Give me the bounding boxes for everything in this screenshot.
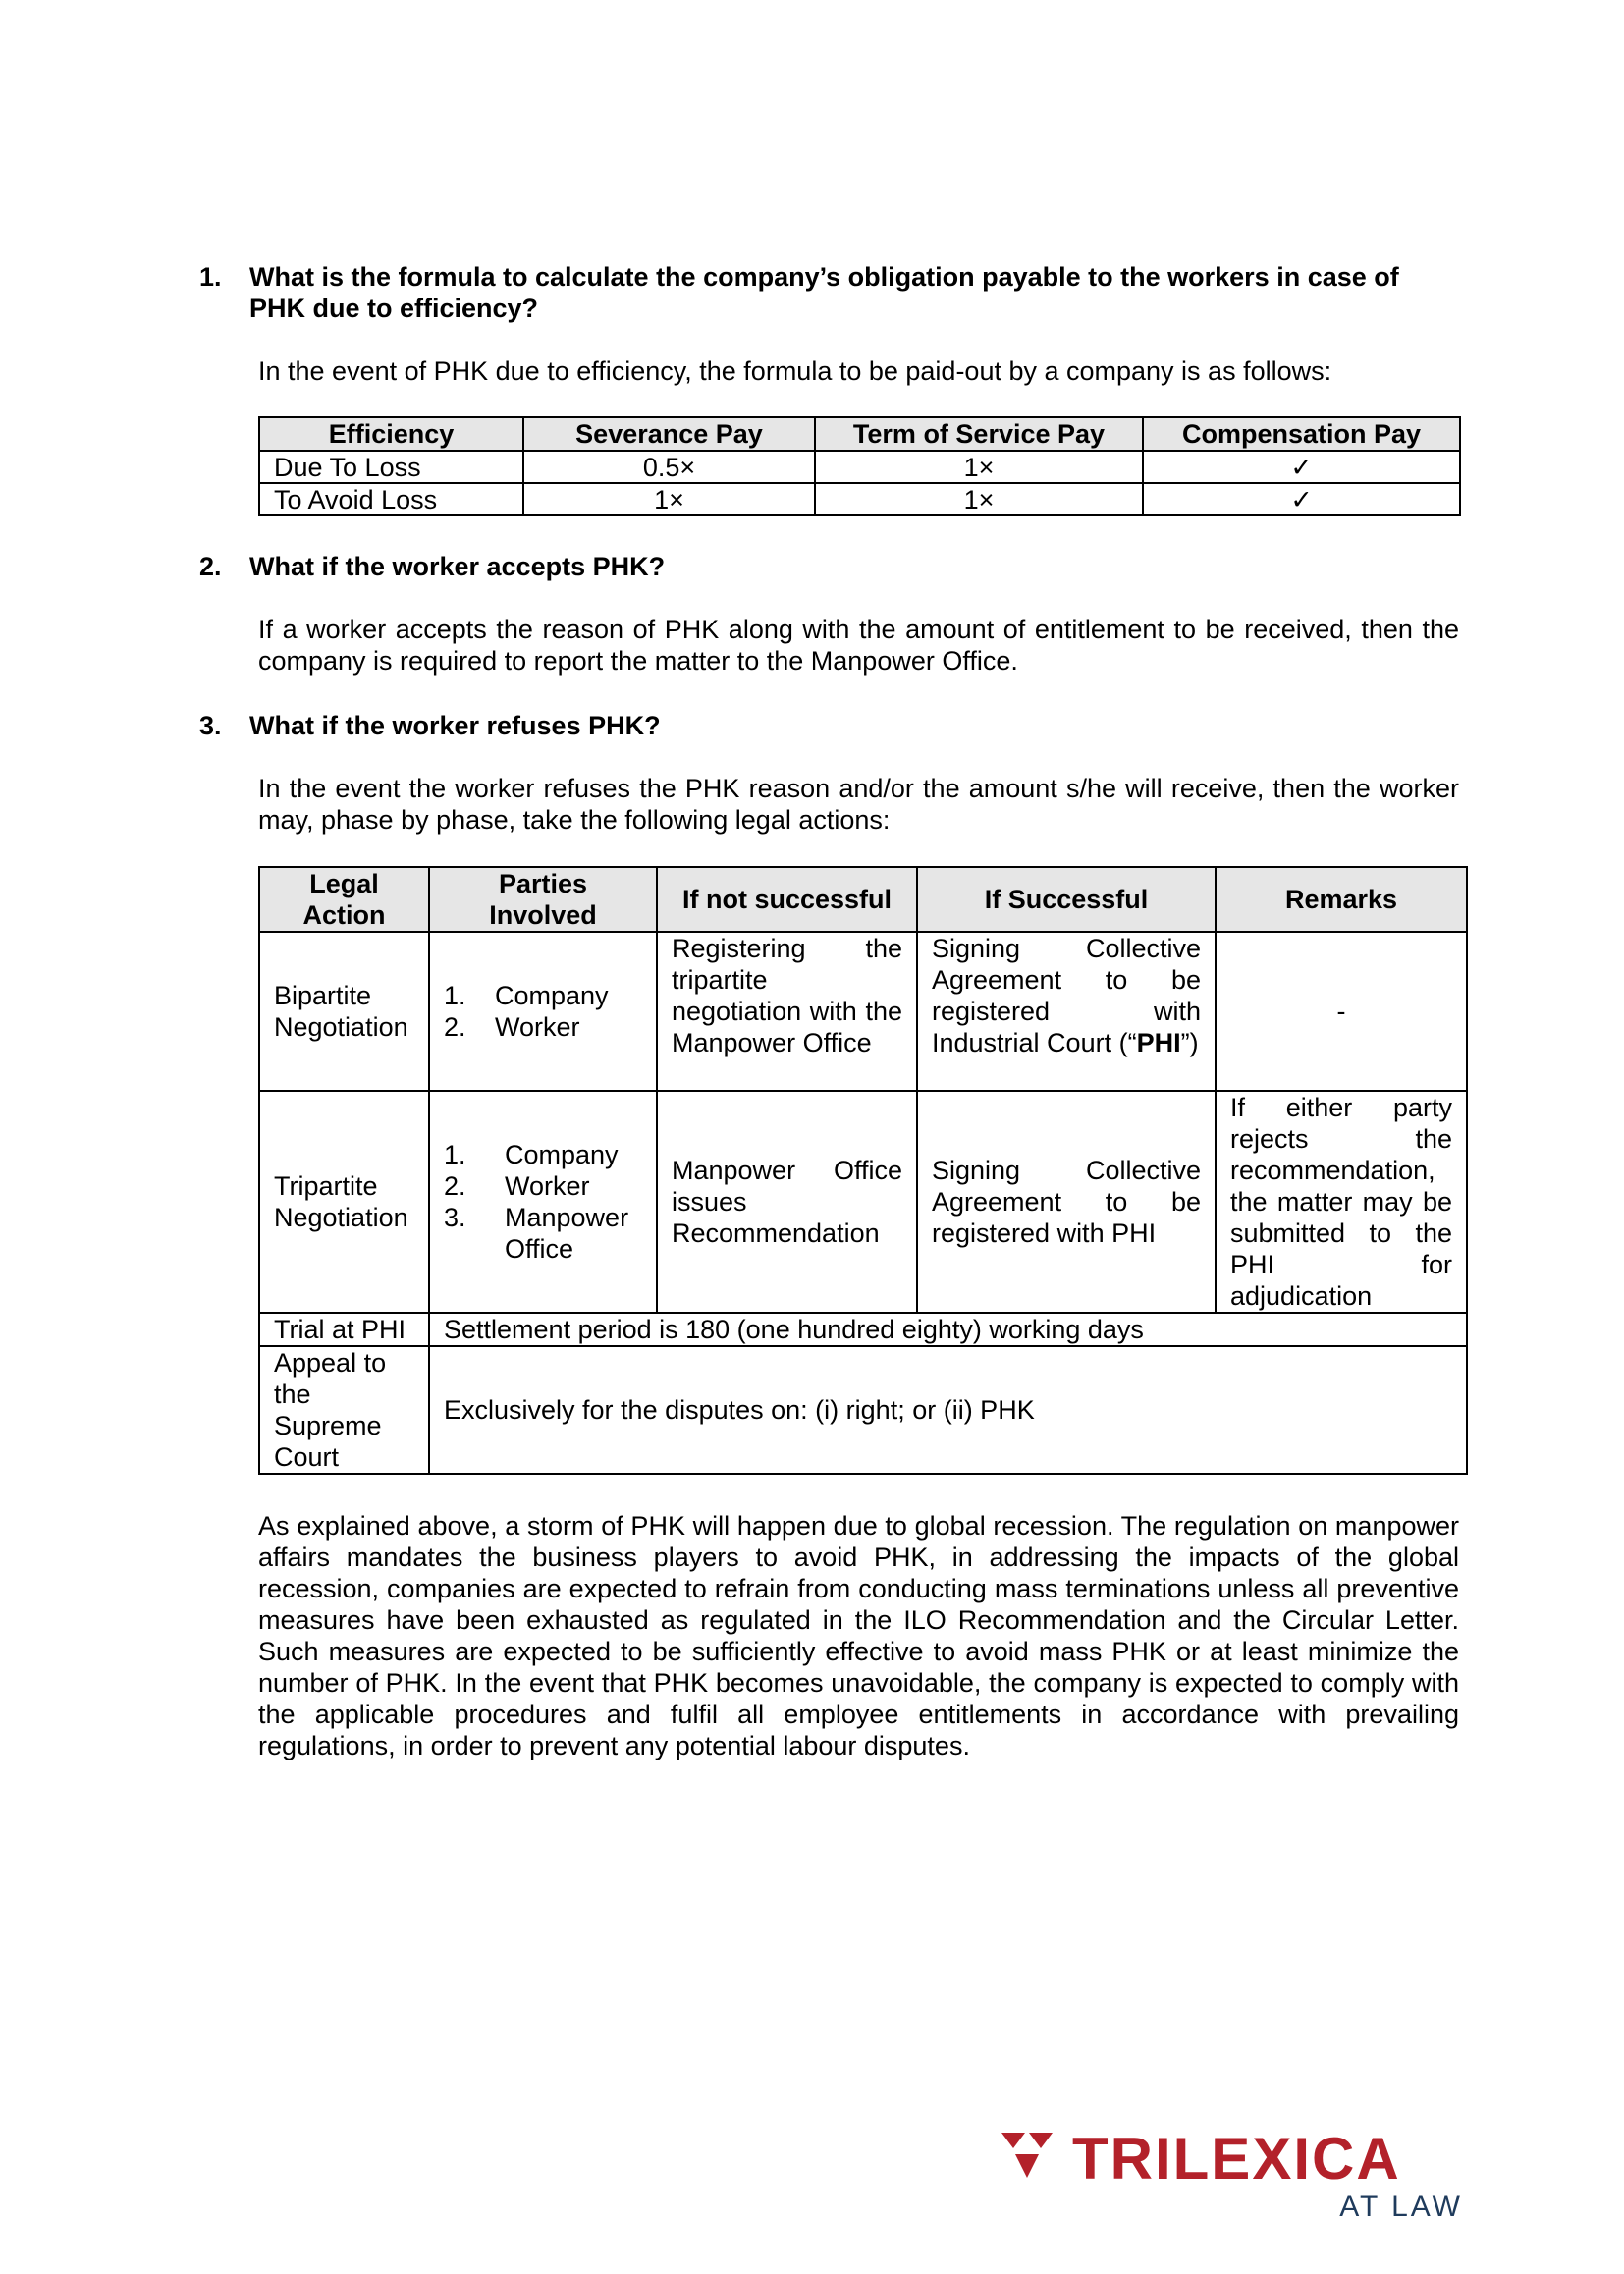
table-row-trial	[259, 1313, 1467, 1346]
logo-name: TRILEXICA	[1072, 2126, 1401, 2192]
cell-appeal-text: Exclusively for the disputes on: (i) right; or (ii) PHK	[429, 1346, 1467, 1474]
cell-not-successful: Manpower Office issues Recommendation	[657, 1091, 917, 1313]
table-row	[259, 451, 1460, 483]
cell-severance: 0.5×	[523, 451, 815, 483]
cell-remarks: If either party rejects the recommendation, the matter may be submitted to the PHI for adjudication	[1216, 1091, 1467, 1313]
header-compensation-pay: Compensation Pay	[1143, 417, 1460, 451]
legal-actions-table	[258, 866, 1468, 1475]
header-efficiency: Efficiency	[259, 417, 523, 451]
question-text: What is the formula to calculate the company’s obligation payable to the workers in case of PHK due to efficiency?	[249, 262, 1399, 323]
cell-successful: Signing Collective Agreement to be registered with PHI	[917, 1091, 1216, 1313]
efficiency-table	[258, 416, 1461, 516]
question-text: What if the worker accepts PHK?	[249, 552, 666, 581]
cell-legal-action: Bipartite Negotiation	[259, 932, 429, 1091]
question-number: 3.	[199, 711, 222, 740]
cell-legal-action: Trial at PHI	[259, 1313, 429, 1346]
parties-list	[444, 980, 642, 1043]
question-text: What if the worker refuses PHK?	[249, 711, 661, 740]
cell-legal-action: Appeal to the Supreme Court	[259, 1346, 429, 1474]
cell-term-of-service: 1×	[815, 451, 1143, 483]
parties-list	[444, 1139, 642, 1265]
q1-intro: In the event of PHK due to efficiency, the formula to be paid-out by a company is as follows:	[258, 356, 1332, 386]
cell-efficiency: To Avoid Loss	[259, 483, 523, 515]
q2-answer: If a worker accepts the reason of PHK along with the amount of entitlement to be received, then the company is required to report the matter to the Manpower Office.	[258, 615, 1459, 676]
header-parties-involved: Parties Involved	[429, 867, 657, 932]
closing-paragraph: As explained above, a storm of PHK will happen due to global recession. The regulation on manpower affairs mandates the business players to avoid PHK, in addressing the impacts of the global recession, companies are expected to refrain from conducting mass terminations unless all preventive measures have been exhausted as regulated in the ILO Recommendation and the Circular Letter. Such measures are expected to be sufficiently effective to avoid mass PHK or at least minimize the number of PHK. In the event that PHK becomes unavoidable, the company is expected to comply with the applicable procedures and fulfil all employee entitlements in accordance with prevailing regulations, in order to prevent any potential labour disputes.	[258, 1511, 1459, 1760]
table-row-tripartite	[259, 1091, 1467, 1313]
list-item: 1. Company	[444, 1140, 619, 1169]
header-severance-pay: Severance Pay	[523, 417, 815, 451]
cell-not-successful: Registering the tripartite negotiation with the Manpower Office	[657, 932, 917, 1091]
logo-subtitle: AT LAW	[1339, 2191, 1463, 2223]
cell-parties	[429, 932, 657, 1091]
question-3	[199, 710, 1459, 741]
question-1	[199, 261, 1459, 324]
cell-remarks: -	[1216, 932, 1467, 1091]
cell-successful: Signing Collective Agreement to be registered with Industrial Court (“PHI”)	[917, 932, 1216, 1091]
header-remarks: Remarks	[1216, 867, 1467, 932]
header-legal-action: Legal Action	[259, 867, 429, 932]
header-term-of-service-pay: Term of Service Pay	[815, 417, 1143, 451]
cell-parties	[429, 1091, 657, 1313]
table-header-row	[259, 867, 1467, 932]
cell-efficiency: Due To Loss	[259, 451, 523, 483]
q3-intro: In the event the worker refuses the PHK reason and/or the amount s/he will receive, then the worker may, phase by phase, take the following legal actions:	[258, 774, 1459, 835]
header-if-successful: If Successful	[917, 867, 1216, 932]
list-item: 1. Company	[444, 981, 609, 1010]
table-row-appeal	[259, 1346, 1467, 1474]
list-item: 3. Manpower Office	[444, 1203, 629, 1264]
cell-severance: 1×	[523, 483, 815, 515]
table-row-bipartite	[259, 932, 1467, 1091]
cell-legal-action: Tripartite Negotiation	[259, 1091, 429, 1313]
list-item: 2. Worker	[444, 1012, 580, 1042]
cell-trial-text: Settlement period is 180 (one hundred eighty) working days	[429, 1313, 1467, 1346]
list-item: 2. Worker	[444, 1171, 590, 1201]
triangles-logo-icon	[1001, 2133, 1060, 2192]
table-row	[259, 483, 1460, 515]
question-2	[199, 551, 1459, 582]
question-number: 1.	[199, 262, 222, 292]
question-number: 2.	[199, 552, 222, 581]
header-if-not-successful: If not successful	[657, 867, 917, 932]
check-icon: ✓	[1143, 483, 1460, 515]
firm-logo	[1001, 2126, 1463, 2224]
table-header-row	[259, 417, 1460, 451]
cell-term-of-service: 1×	[815, 483, 1143, 515]
check-icon: ✓	[1143, 451, 1460, 483]
